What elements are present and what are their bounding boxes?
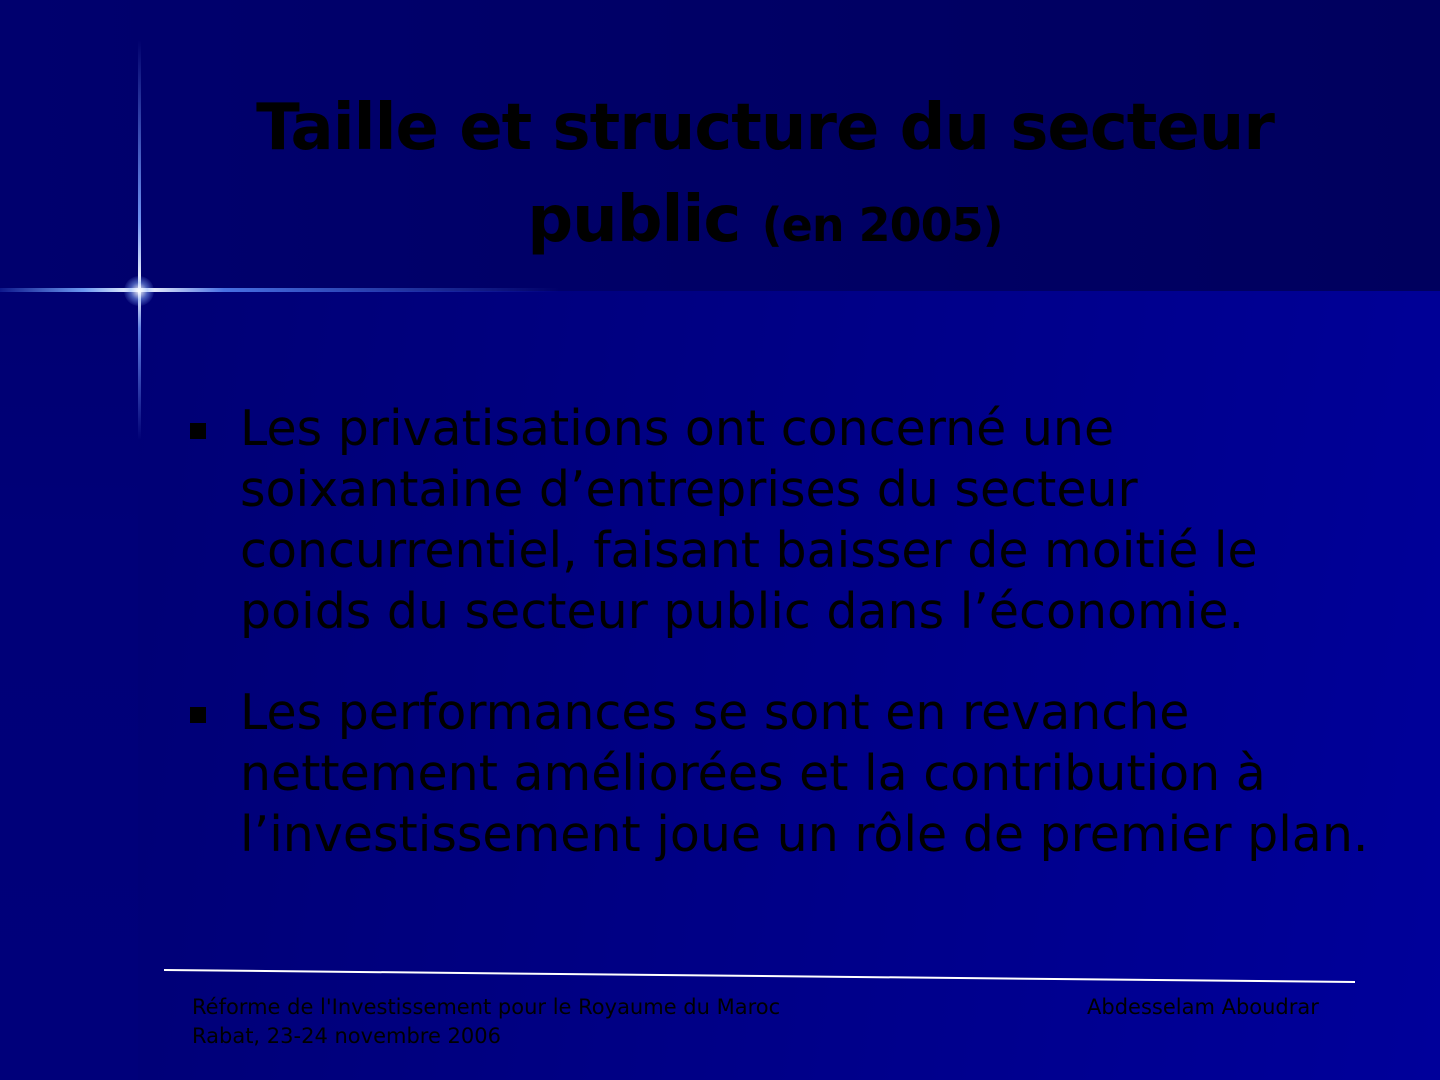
slide-title-sub: (en 2005) (761, 198, 1003, 252)
footer-event-date: Rabat, 23-24 novembre 2006 (192, 1024, 501, 1048)
footer-event-title: Réforme de l'Investissement pour le Royaume du Maroc (192, 995, 781, 1019)
footer-author: Abdesselam Aboudrar (1087, 995, 1319, 1019)
slide-title-main: Taille et structure du secteur public (256, 91, 1274, 257)
bullet-text: Les privatisations ont concerné une soixantaine d’entreprises du secteur concurrentiel, faisant baisser de moitié le poids du secteur public dans l’économie. (240, 400, 1258, 640)
bullet-text: Les performances se sont en revanche nettement améliorées et la contribution à l’investissement joue un rôle de premier plan. (240, 684, 1369, 863)
